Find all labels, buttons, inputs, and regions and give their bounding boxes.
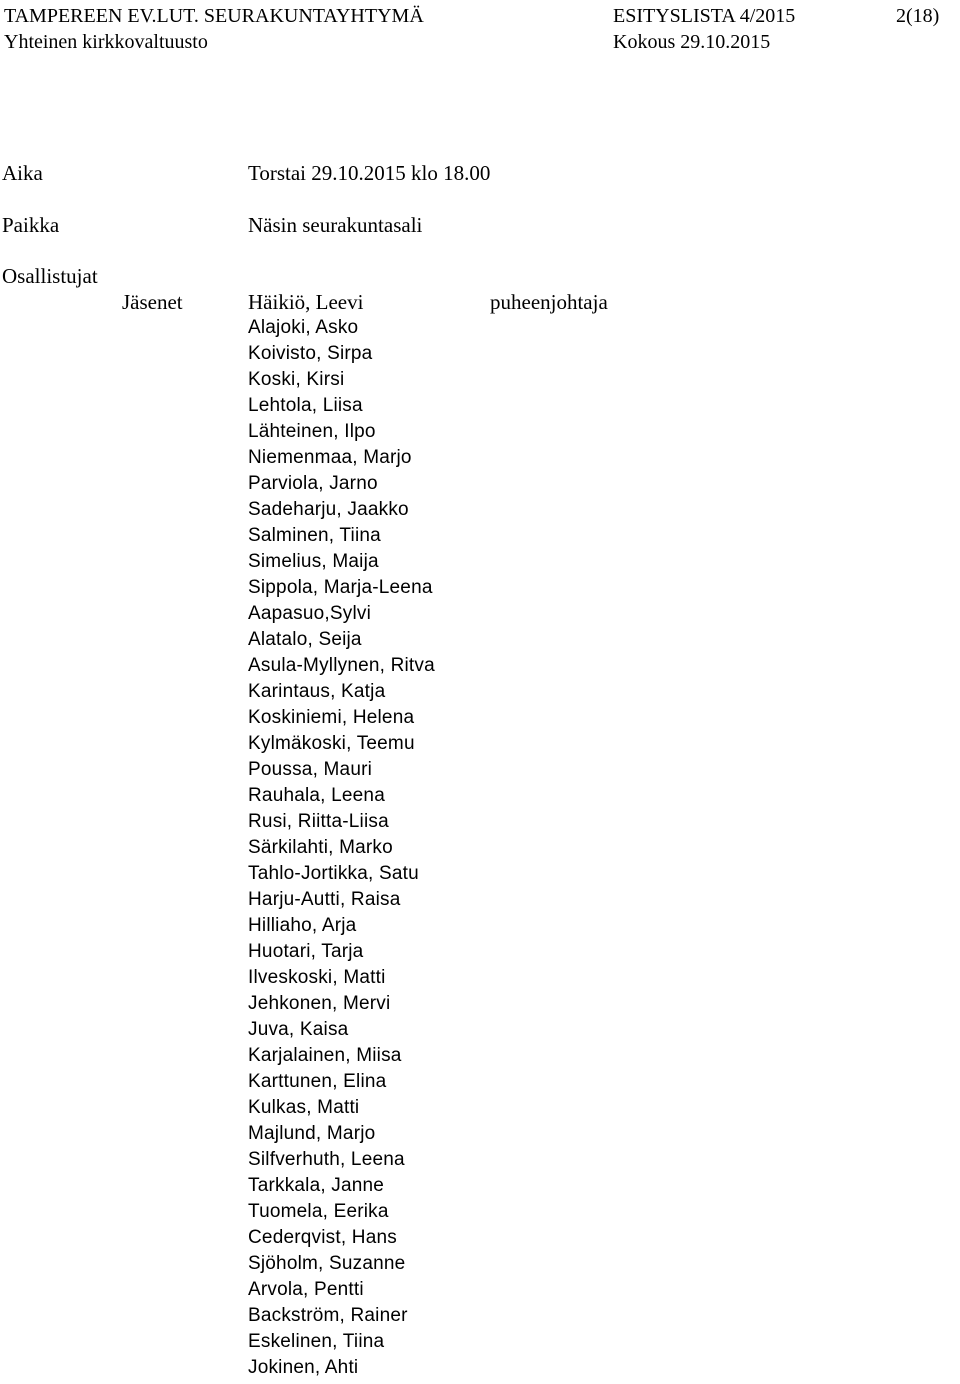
member-item: Kylmäkoski, Teemu: [248, 733, 415, 754]
member-item: Cederqvist, Hans: [248, 1227, 397, 1248]
member-item: Sadeharju, Jaakko: [248, 499, 409, 520]
member-item: Tuomela, Eerika: [248, 1201, 389, 1222]
member-item: Koivisto, Sirpa: [248, 343, 373, 364]
members-label: Jäsenet: [122, 290, 183, 314]
member-item: Harju-Autti, Raisa: [248, 889, 401, 910]
member-item: Kulkas, Matti: [248, 1097, 360, 1118]
member-item: Lähteinen, Ilpo: [248, 421, 376, 442]
member-item: Sjöholm, Suzanne: [248, 1253, 406, 1274]
member-item: Koskiniemi, Helena: [248, 707, 415, 728]
member-item: Ilveskoski, Matti: [248, 967, 386, 988]
member-item: Aapasuo,Sylvi: [248, 603, 372, 624]
organization-name: TAMPEREEN EV.LUT. SEURAKUNTAYHTYMÄ: [4, 5, 424, 27]
member-item: Silfverhuth, Leena: [248, 1149, 405, 1170]
chair-role: puheenjohtaja: [490, 290, 608, 314]
member-item: Eskelinen, Tiina: [248, 1331, 385, 1352]
member-item: Majlund, Marjo: [248, 1123, 376, 1144]
member-item: Salminen, Tiina: [248, 525, 381, 546]
member-item: Alajoki, Asko: [248, 317, 359, 338]
member-item: Parviola, Jarno: [248, 473, 378, 494]
member-item: Karjalainen, Miisa: [248, 1045, 402, 1066]
meeting-date: Kokous 29.10.2015: [613, 31, 771, 53]
member-item: Jehkonen, Mervi: [248, 993, 391, 1014]
time-value: Torstai 29.10.2015 klo 18.00: [248, 161, 491, 185]
member-item: Asula-Myllynen, Ritva: [248, 655, 435, 676]
member-item: Niemenmaa, Marjo: [248, 447, 412, 468]
member-item: Backström, Rainer: [248, 1305, 408, 1326]
member-item: Rauhala, Leena: [248, 785, 385, 806]
member-item: Tarkkala, Janne: [248, 1175, 385, 1196]
member-item: Sippola, Marja-Leena: [248, 577, 433, 598]
place-value: Näsin seurakuntasali: [248, 213, 423, 237]
body-name: Yhteinen kirkkovaltuusto: [4, 31, 208, 53]
member-item: Tahlo-Jortikka, Satu: [248, 863, 419, 884]
time-label: Aika: [2, 161, 43, 185]
member-item: Juva, Kaisa: [248, 1019, 349, 1040]
member-item: Poussa, Mauri: [248, 759, 373, 780]
member-item: Arvola, Pentti: [248, 1279, 364, 1300]
member-item: Karttunen, Elina: [248, 1071, 387, 1092]
page-number: 2(18): [896, 5, 940, 27]
member-item: Karintaus, Katja: [248, 681, 386, 702]
agenda-number: ESITYSLISTA 4/2015: [613, 5, 796, 27]
place-label: Paikka: [2, 213, 60, 237]
member-item: Alatalo, Seija: [248, 629, 362, 650]
member-item: Lehtola, Liisa: [248, 395, 363, 416]
member-item: Rusi, Riitta-Liisa: [248, 811, 389, 832]
member-item: Särkilahti, Marko: [248, 837, 393, 858]
member-item: Jokinen, Ahti: [248, 1357, 359, 1378]
member-item: Huotari, Tarja: [248, 941, 364, 962]
member-item: Hilliaho, Arja: [248, 915, 357, 936]
member-item: Häikiö, Leevi: [248, 290, 364, 314]
member-item: Simelius, Maija: [248, 551, 379, 572]
member-list: [248, 289, 435, 1381]
member-item: Koski, Kirsi: [248, 369, 345, 390]
participants-label: Osallistujat: [2, 264, 98, 288]
